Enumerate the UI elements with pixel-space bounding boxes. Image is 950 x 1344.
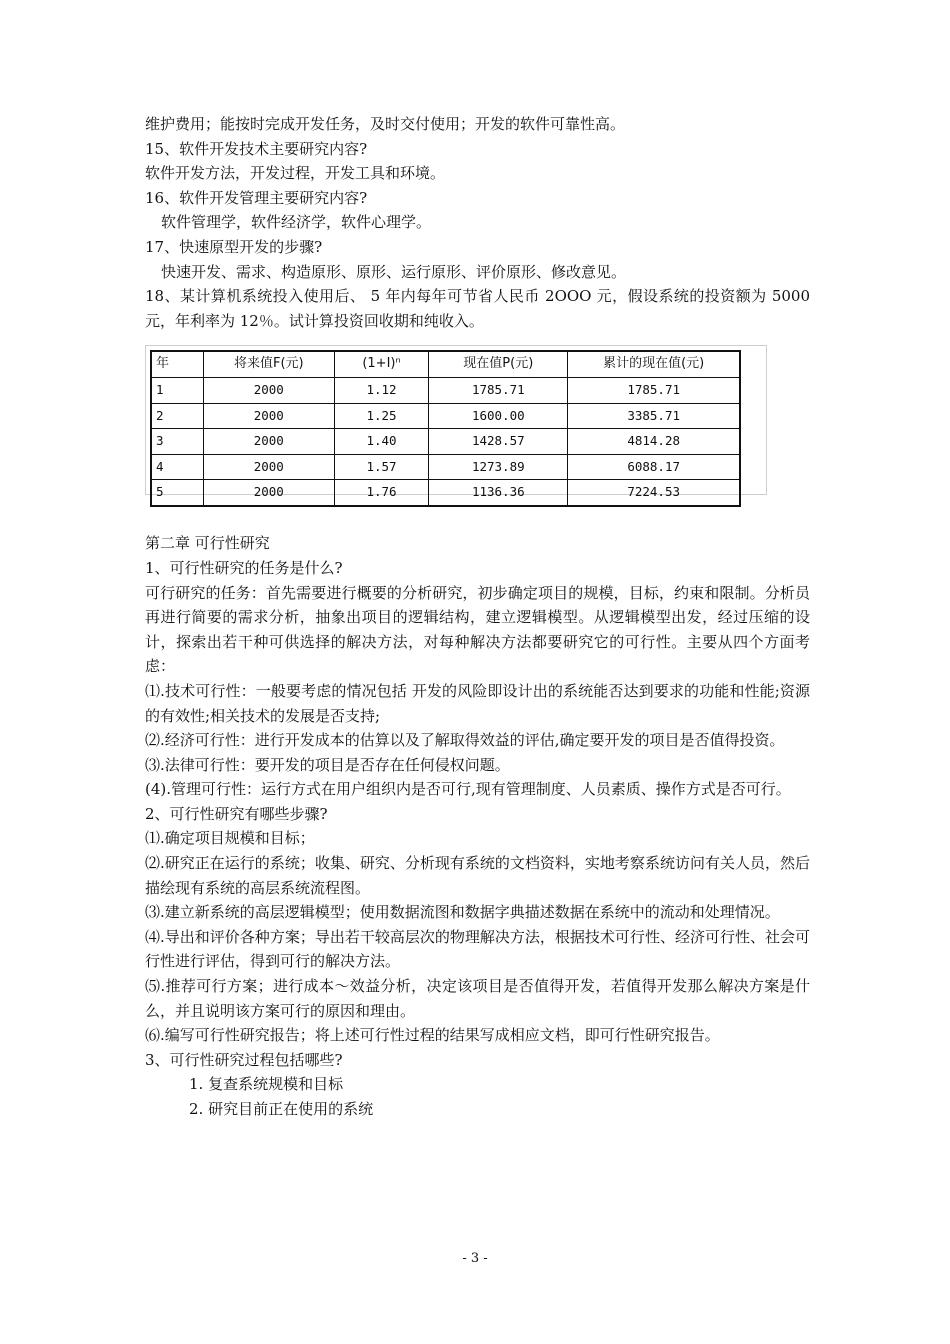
cell-present-value: 1785.71 [429, 377, 568, 403]
list-item: ⑶.建立新系统的高层逻辑模型；使用数据流图和数据字典描述数据在系统中的流动和处理情况。 [145, 903, 780, 922]
list-item: (4).管理可行性：运行方式在用户组织内是否可行,现有管理制度、人员素质、操作方式是否可行。 [145, 780, 791, 799]
cell-cumulative-value: 3385.71 [568, 403, 740, 429]
cell-future-value: 2000 [203, 429, 334, 455]
cell-year: 5 [151, 480, 203, 506]
cell-future-value: 2000 [203, 403, 334, 429]
cell-present-value: 1273.89 [429, 454, 568, 480]
cell-rate-factor: 1.12 [334, 377, 428, 403]
cell-year: 1 [151, 377, 203, 403]
table-header-row [151, 351, 740, 377]
cell-cumulative-value: 6088.17 [568, 454, 740, 480]
cell-cumulative-value: 7224.53 [568, 480, 740, 506]
question-heading: 15、软件开发技术主要研究内容? [145, 139, 368, 158]
list-item: 1. 复查系统规模和目标 [189, 1075, 344, 1094]
cell-future-value: 2000 [203, 480, 334, 506]
answer-text: 软件开发方法，开发过程，开发工具和环境。 [145, 164, 446, 183]
list-item: ⑷.导出和评价各种方案；导出若干较高层次的物理解决方法，根据技术可行性、经济可行性、社会可行性进行评估，得到可行的解决方法。 [145, 927, 810, 971]
list-item: ⑵.经济可行性：进行开发成本的估算以及了解取得效益的评估,确定要开发的项目是否值得投资。 [145, 731, 785, 750]
cell-rate-factor: 1.76 [334, 480, 428, 506]
table-row [151, 480, 740, 506]
investment-table [150, 350, 741, 507]
answer-text: 软件管理学，软件经济学，软件心理学。 [161, 213, 432, 232]
header-present-value: 现在值P(元) [429, 351, 568, 377]
page-number: - 3 - [462, 1251, 488, 1266]
list-item: ⑸.推荐可行方案；进行成本～效益分析，决定该项目是否值得开发，若值得开发那么解决方案是什么，并且说明该方案可行的原因和理由。 [145, 977, 810, 1020]
list-item: ⑴.确定项目规模和目标； [145, 829, 315, 848]
answer-text: 快速开发、需求、构造原形、原形、运行原形、评价原形、修改意见。 [161, 262, 627, 281]
header-cumulative-value: 累计的现在值(元) [568, 351, 740, 377]
header-rate-factor: (1+I)ⁿ [334, 351, 428, 377]
cell-present-value: 1600.00 [429, 403, 568, 429]
cell-rate-factor: 1.25 [334, 403, 428, 429]
question-heading: 16、软件开发管理主要研究内容? [145, 188, 368, 207]
cell-year: 4 [151, 454, 203, 480]
question-heading: 3、可行性研究过程包括哪些? [145, 1050, 343, 1069]
cell-year: 2 [151, 403, 203, 429]
cell-rate-factor: 1.40 [334, 429, 428, 455]
header-year: 年 [151, 351, 203, 377]
table-row [151, 429, 740, 455]
header-future-value: 将来值F(元) [203, 351, 334, 377]
question-heading: 2、可行性研究有哪些步骤? [145, 804, 328, 823]
list-item: ⑶.法律可行性：要开发的项目是否存在任何侵权问题。 [145, 755, 510, 774]
question-heading: 17、快速原型开发的步骤? [145, 237, 323, 256]
cell-rate-factor: 1.57 [334, 454, 428, 480]
chapter-title: 第二章 可行性研究 [145, 534, 270, 553]
text-line: 维护费用；能按时完成开发任务，及时交付使用；开发的软件可靠性高。 [145, 115, 626, 133]
cell-present-value: 1136.36 [429, 480, 568, 506]
cell-future-value: 2000 [203, 377, 334, 403]
question-heading: 1、可行性研究的任务是什么? [145, 558, 343, 577]
cell-present-value: 1428.57 [429, 429, 568, 455]
list-item: ⑴.技术可行性：一般要考虑的情况包括 开发的风险即设计出的系统能否达到要求的功能和性能;资源的有效性;相关技术的发展是否支持; [145, 681, 810, 725]
list-item: 2. 研究目前正在使用的系统 [189, 1100, 374, 1118]
paragraph: 可行研究的任务：首先需要进行概要的分析研究，初步确定项目的规模，目标，约束和限制。分析员再进行简要的需求分析，抽象出项目的逻辑结构，建立逻辑模型。从逻辑模型出发，经过压缩的设计，探索出若干种可供选择的解决方法，对每种解决方法都要研究它的可行性。主要从四个方面考虑： [145, 583, 810, 676]
cell-cumulative-value: 1785.71 [568, 377, 740, 403]
question-18-text: 18、某计算机系统投入使用后、 5 年内每年可节省人民币 2OOO 元，假设系统的投资额为 5000 元，年利率为 12％。试计算投资回收期和纯收入。 [145, 287, 810, 330]
cell-future-value: 2000 [203, 454, 334, 480]
table-row [151, 454, 740, 480]
table-row [151, 377, 740, 403]
list-item: ⑹.编写可行性研究报告；将上述可行性过程的结果写成相应文档，即可行性研究报告。 [145, 1026, 720, 1045]
page-content [145, 112, 810, 1122]
list-item: ⑵.研究正在运行的系统；收集、研究、分析现有系统的文档资料，实地考察系统访问有关人员，然后描绘现有系统的高层系统流程图。 [145, 854, 810, 897]
table-image-frame [145, 345, 767, 500]
cell-year: 3 [151, 429, 203, 455]
table-row [151, 403, 740, 429]
cell-cumulative-value: 4814.28 [568, 429, 740, 455]
